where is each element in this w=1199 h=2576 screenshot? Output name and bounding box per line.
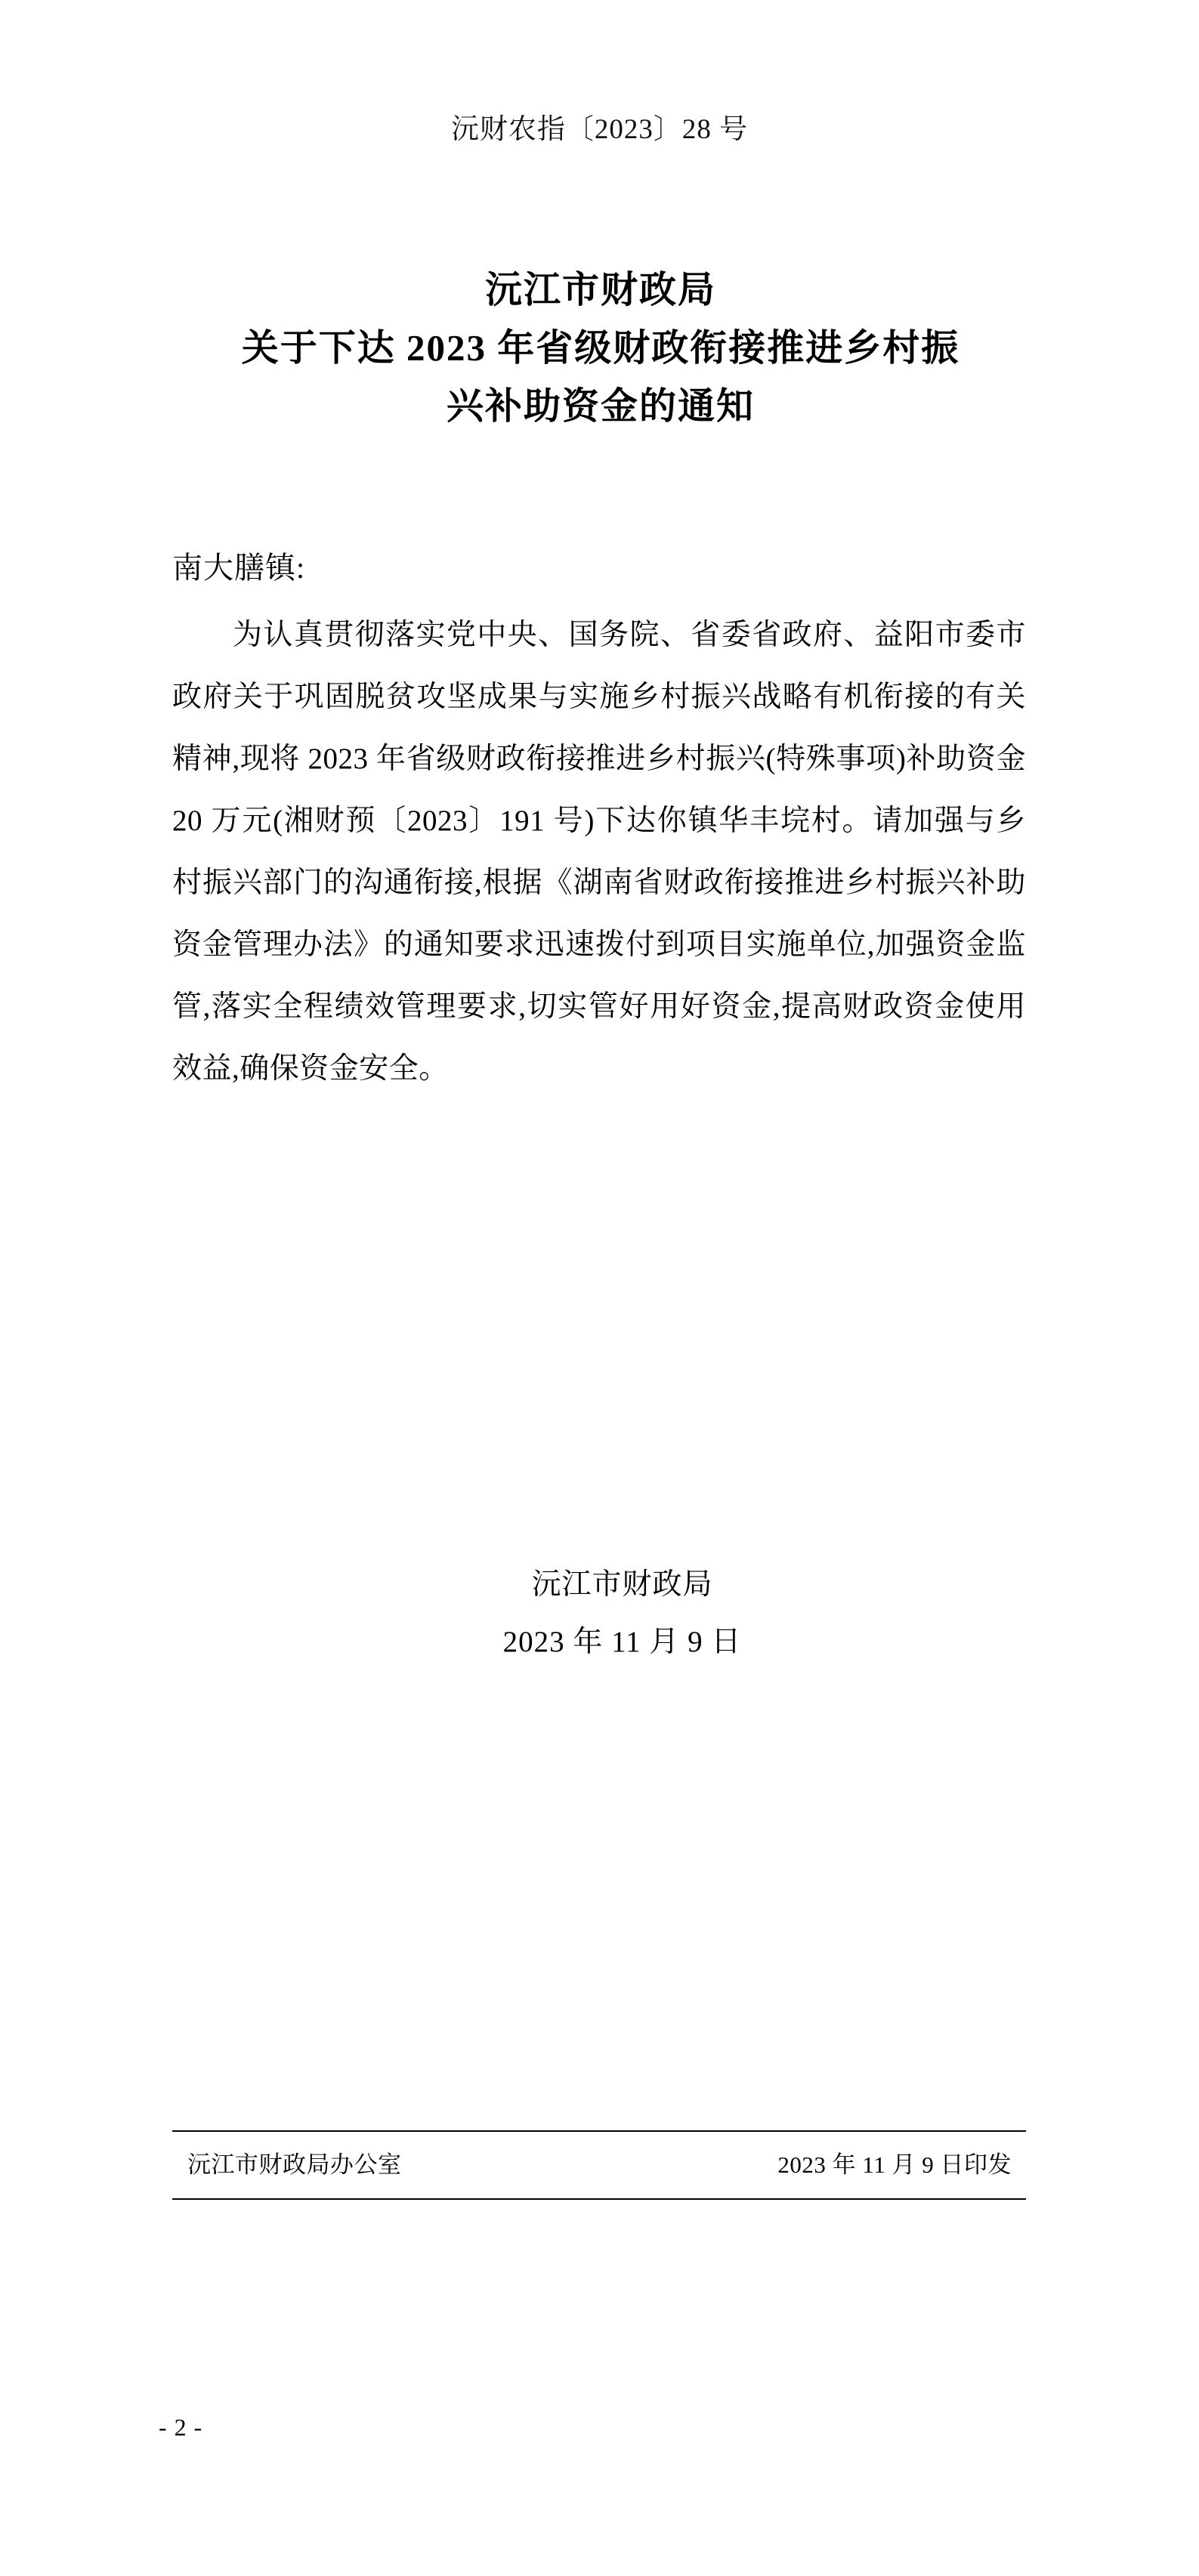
signature-issuer: 沅江市财政局	[531, 1568, 713, 1601]
signature-date: 2023 年 11 月 9 日	[502, 1626, 742, 1658]
title-line-2: 关于下达 2023 年省级财政衔接推进乡村振	[241, 327, 960, 369]
footer-office: 沅江市财政局办公室	[187, 2151, 402, 2178]
document-number: 沅财农指〔2023〕28 号	[450, 114, 749, 145]
title-line-3: 兴补助资金的通知	[446, 385, 755, 427]
footer-issue-date: 2023 年 11 月 9 日印发	[777, 2151, 1012, 2178]
title-line-1: 沅江市财政局	[484, 269, 716, 310]
document-title	[174, 261, 1027, 435]
body-paragraph: 为认真贯彻落实党中央、国务院、省委省政府、益阳市委市政府关于巩固脱贫攻坚成果与实施乡村振兴战略有机衔接的有关精神,现将 2023 年省级财政衔接推进乡村振兴(特殊事项)补助资金 20 万元(湘财预〔2023〕191 号)下达你镇华丰垸村。请加强与乡村振兴部门的沟通衔接,根据《湖南省财政衔接推进乡村振兴补助资金管理办法》的通知要求迅速拨付到项目实施单位,加强资金监管,落实全程绩效管理要求,切实管好用好资金,提高财政资金使用效益,确保资金安全。	[172, 619, 1026, 1085]
page-number: - 2 -	[159, 2414, 203, 2441]
signature-block	[0, 1556, 1199, 1671]
body-text	[172, 604, 1026, 1100]
salutation: 南大膳镇:	[172, 551, 306, 585]
footer-divider-top	[172, 2130, 1026, 2132]
footer-divider-bottom	[172, 2198, 1026, 2200]
